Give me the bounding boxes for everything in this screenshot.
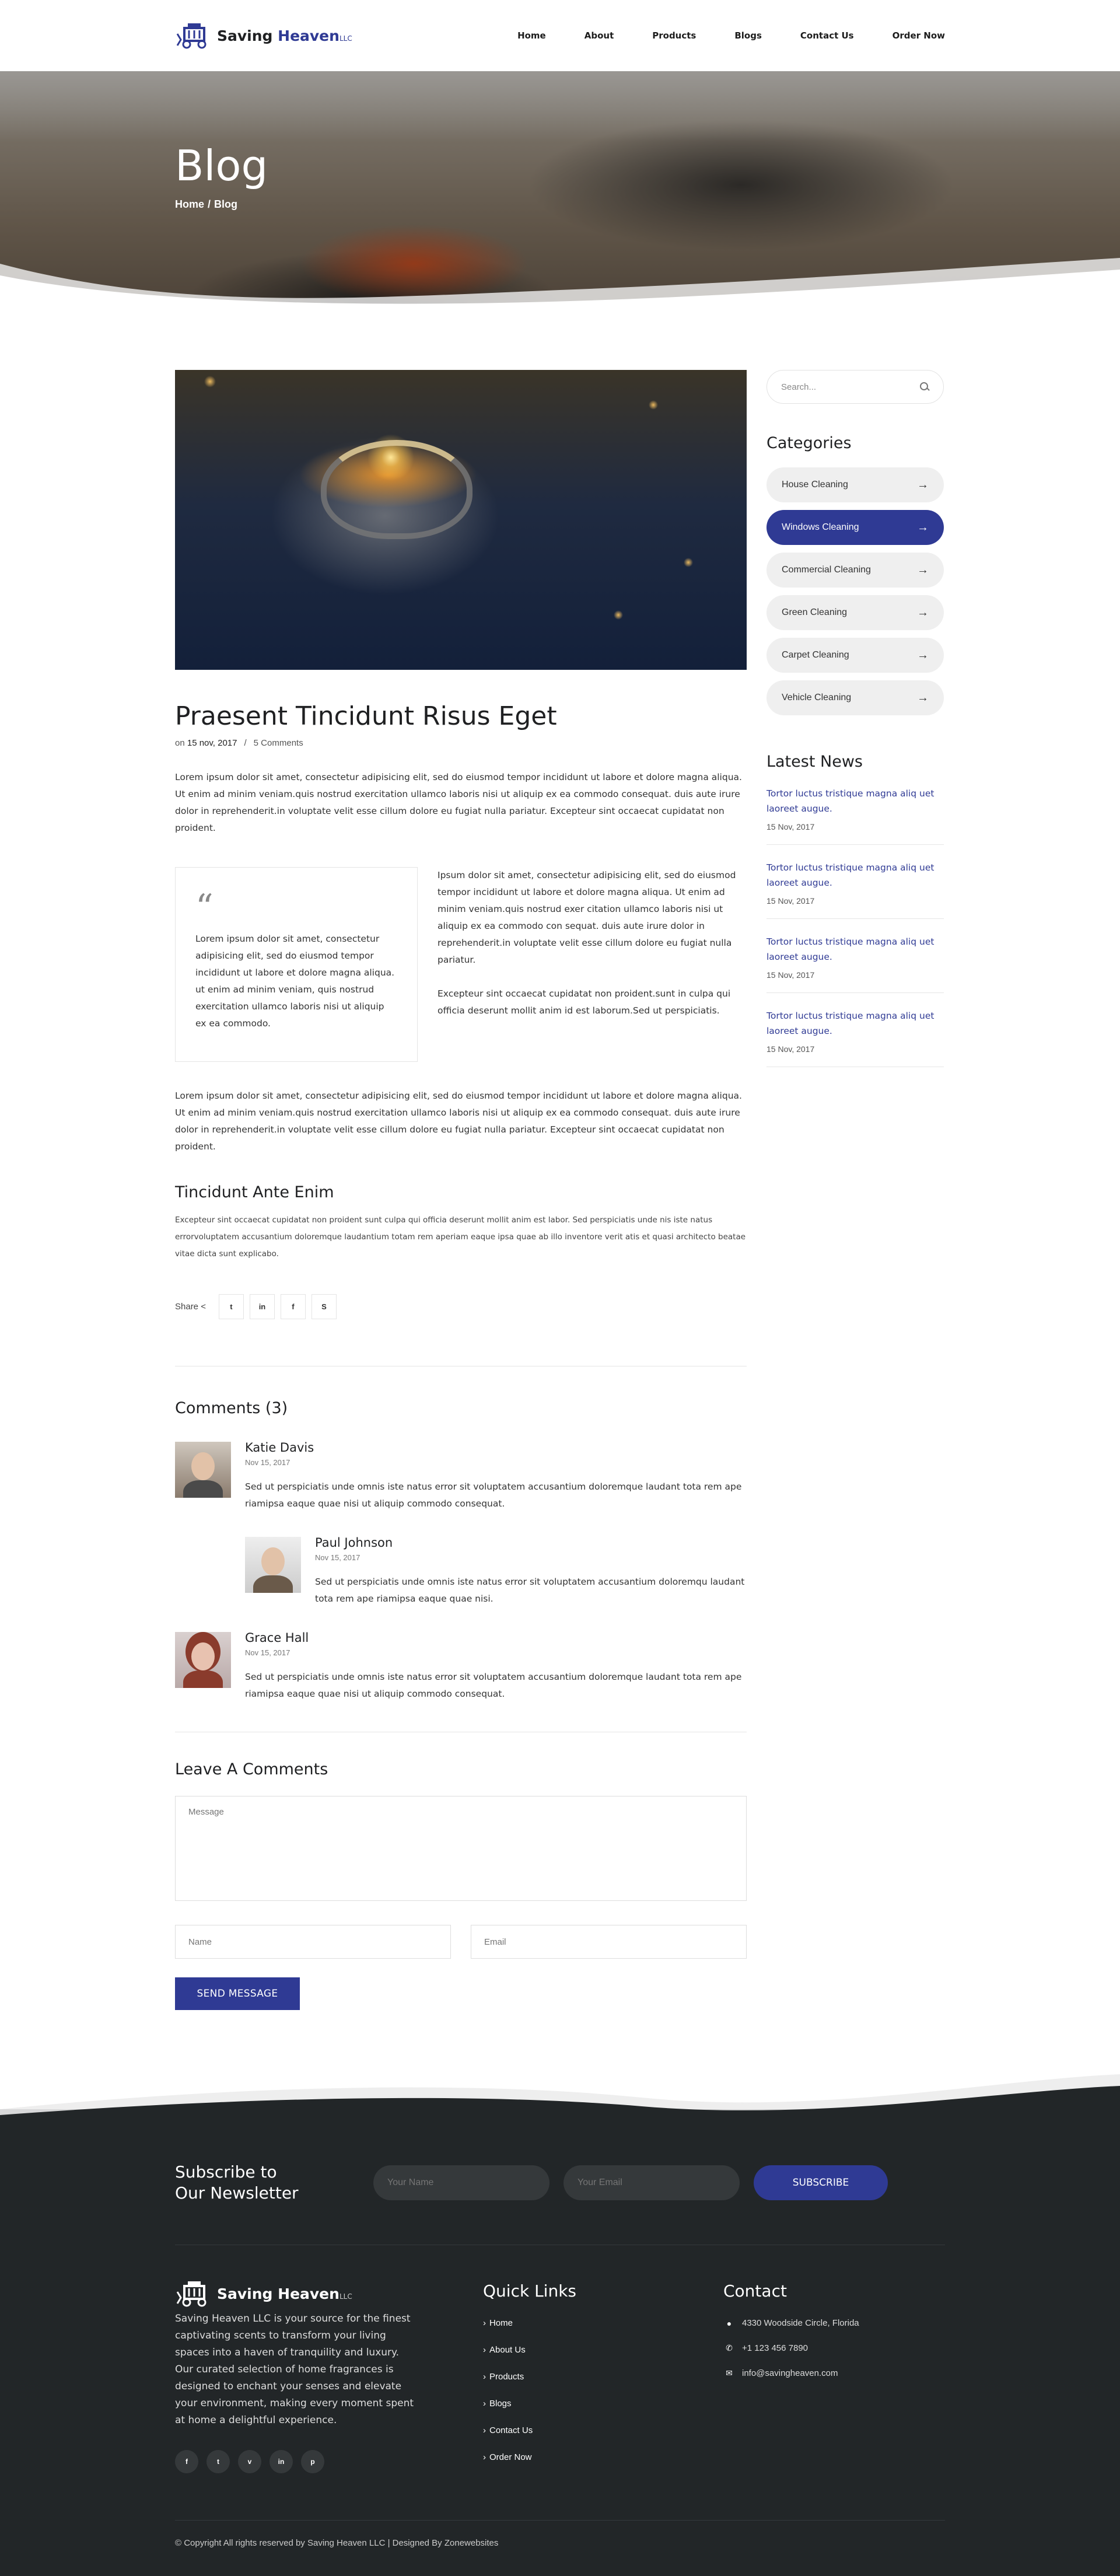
news-title[interactable]: Tortor luctus tristique magna aliq uet laoreet augue.	[766, 862, 935, 888]
post-paragraph: Lorem ipsum dolor sit amet, consectetur adipisicing elit, sed do eiusmod tempor incididunt ut labore et dolore magna aliqua. Ut enim ad minim veniam.quis nostrud exercitation ullamco laboris nisi ut aliquip ex ea commodo consequat. duis aute irure dolor in reprehenderit.in voluptate velit esse cillum dolore eu fugiat nulla pariatur. Excepteur sint occaecat cupidatat non proident.	[175, 772, 742, 833]
comment-text: Sed ut perspiciatis unde omnis iste natus error sit voluptatem accusantium doloremqu laudant tota rem ape riamipsa eaque quae nisi.	[315, 1577, 745, 1604]
comment-date: Nov 15, 2017	[245, 1458, 290, 1467]
nav-products[interactable]: Products	[652, 30, 696, 41]
featured-image	[175, 370, 747, 670]
phone-icon: ✆	[726, 2343, 733, 2353]
comment-author: Katie Davis	[245, 1441, 314, 1455]
nav-contact[interactable]: Contact Us	[800, 30, 854, 41]
contact-email[interactable]: ✉ info@savingheaven.com	[723, 2368, 945, 2378]
quick-link[interactable]: › Home	[483, 2318, 513, 2328]
latest-news-title: Latest News	[766, 753, 863, 771]
comments-title: Comments (3)	[175, 1399, 288, 1417]
arrow-right-icon: →	[917, 520, 929, 534]
quote-section	[175, 867, 747, 1062]
post-title: Praesent Tincidunt Risus Eget	[175, 701, 557, 731]
breadcrumb-home[interactable]: Home	[175, 198, 205, 210]
comment-text: Sed ut perspiciatis unde omnis iste natus error sit voluptatem accusantium doloremque laudant tota rem ape riamipsa eaque quae nisi ut aliquip commodo consequat.	[245, 1481, 742, 1509]
footer-logo[interactable]	[175, 2280, 483, 2307]
arrow-right-icon: →	[917, 478, 929, 491]
category-item[interactable]: Carpet Cleaning →	[766, 638, 944, 673]
comment-text: Sed ut perspiciatis unde omnis iste natus error sit voluptatem accusantium doloremque laudant tota rem ape riamipsa eaque quae nisi ut aliquip commodo consequat.	[245, 1672, 742, 1699]
arrow-right-icon: →	[917, 606, 929, 619]
share-bar	[175, 1294, 747, 1366]
footer-about	[175, 2280, 483, 2479]
page-title: Blog	[175, 141, 268, 190]
footer-about-text: Saving Heaven LLC is your source for the finest captivating scents to transform your living spaces into a haven of tranquility and luxury. Our curated selection of home fragrances is designed to enchant your senses and elevate your environment, making every moment spent at home a delightful experience.	[175, 2313, 414, 2426]
news-date: 15 Nov, 2017	[766, 896, 815, 906]
chevron-right-icon: ›	[483, 2452, 486, 2462]
news-item[interactable]	[766, 993, 944, 1067]
brand-name: Saving HeavenLLC	[217, 2285, 352, 2302]
nav-blogs[interactable]: Blogs	[734, 30, 762, 41]
vimeo-icon[interactable]: v	[238, 2450, 261, 2473]
contact-title: Contact	[723, 2281, 787, 2301]
news-list	[766, 771, 944, 1067]
contact-address: ● 4330 Woodside Circle, Florida	[723, 2318, 945, 2328]
comment-form-title: Leave A Comments	[175, 1760, 328, 1778]
category-item[interactable]: Commercial Cleaning →	[766, 553, 944, 588]
quick-link[interactable]: › Order Now	[483, 2452, 532, 2462]
quick-links-title: Quick Links	[483, 2281, 577, 2301]
quick-links-list	[483, 2318, 723, 2462]
news-title[interactable]: Tortor luctus tristique magna aliq uet laoreet augue.	[766, 788, 935, 814]
side-paragraph: Ipsum dolor sit amet, consectetur adipisicing elit, sed do eiusmod tempor incididunt ut labore et dolore magna aliqua. Ut enim ad minim veniam.quis nostrud exer citation ullamco laboris nisi ut aliquip ex ea commodo con sequat. duis aute irure dolor in reprehenderit.in voluptate velit esse cillum dolore eu fugiat nulla pariatur.	[438, 870, 736, 965]
post-date: 15 nov, 2017	[187, 738, 237, 748]
category-item-active[interactable]: Windows Cleaning →	[766, 510, 944, 545]
meta-separator: /	[244, 738, 247, 748]
breadcrumb	[175, 198, 945, 211]
facebook-icon[interactable]: f	[175, 2450, 198, 2473]
quick-link[interactable]: › Blogs	[483, 2399, 512, 2409]
social-links	[175, 2450, 483, 2473]
post-comment-count[interactable]: 5 Comments	[253, 738, 303, 748]
linkedin-icon[interactable]: in	[270, 2450, 293, 2473]
avatar	[175, 1442, 231, 1498]
sidebar	[766, 370, 944, 2010]
pinterest-icon[interactable]: p	[301, 2450, 324, 2473]
footer-wave	[0, 2074, 1120, 2121]
post-small-paragraph: Excepteur sint occaecat cupidatat non proident sunt culpa qui officia deserunt mollit anim est labor. Sed perspiciatis unde nis iste natus errorvoluptatem accusantium doloremque laudantium totam rem aperiam eaque ipsa quae ab illo inventore verit atis et quasi architecto beatae vitae dicta sunt explicabo.	[175, 1215, 746, 1259]
location-icon: ●	[726, 2318, 732, 2328]
name-field[interactable]	[175, 1925, 451, 1959]
comment	[175, 1442, 747, 1512]
quote-text: Lorem ipsum dolor sit amet, consectetur adipisicing elit, sed do eiusmod tempor incididunt ut labore et dolore magna aliqua. ut enim ad minim veniam, quis nostrud exercitation ullamco laboris nisi ut aliquip ex ea commodo.	[195, 934, 395, 1029]
twitter-icon[interactable]: t	[206, 2450, 230, 2473]
chevron-right-icon: ›	[483, 2372, 486, 2382]
newsletter-name-input[interactable]	[373, 2165, 550, 2200]
page-hero	[0, 71, 1120, 305]
email-field[interactable]	[471, 1925, 747, 1959]
comment-form-fields	[175, 1925, 747, 1959]
site-header	[0, 0, 1120, 71]
comment-date: Nov 15, 2017	[315, 1553, 360, 1562]
news-title[interactable]: Tortor luctus tristique magna aliq uet laoreet augue.	[766, 1011, 935, 1036]
quick-link[interactable]: › Products	[483, 2372, 524, 2382]
newsletter-title: Subscribe to Our Newsletter	[175, 2162, 299, 2203]
comment-date: Nov 15, 2017	[245, 1648, 290, 1657]
news-date: 15 Nov, 2017	[766, 822, 815, 831]
category-item[interactable]: Vehicle Cleaning →	[766, 680, 944, 715]
quick-link[interactable]: › About Us	[483, 2345, 526, 2355]
facebook-icon[interactable]: f	[281, 1294, 306, 1319]
arrow-right-icon: →	[917, 648, 929, 662]
subscribe-button[interactable]: SUBSCRIBE	[754, 2165, 888, 2200]
site-footer	[0, 2109, 1120, 2576]
share-label: Share <	[175, 1302, 206, 1312]
brand-name: Saving HeavenLLC	[217, 27, 352, 44]
chevron-right-icon: ›	[483, 2318, 486, 2328]
comment-author: Grace Hall	[245, 1631, 309, 1645]
twitter-icon[interactable]: t	[219, 1294, 244, 1319]
news-item[interactable]	[766, 771, 944, 845]
footer-columns	[175, 2245, 945, 2521]
skype-icon[interactable]: S	[312, 1294, 337, 1319]
nav-home[interactable]: Home	[517, 30, 546, 41]
side-paragraph: Excepteur sint occaecat cupidatat non proident.sunt in culpa qui officia deserunt mollit anim id est laborum.Sed ut perspiciatis.	[438, 988, 731, 1016]
search-placeholder: Search...	[781, 382, 817, 392]
comment-author: Paul Johnson	[315, 1536, 393, 1550]
chevron-right-icon: ›	[483, 2425, 486, 2435]
arrow-right-icon: →	[917, 563, 929, 576]
nav-order-now[interactable]: Order Now	[892, 30, 945, 41]
news-item[interactable]	[766, 919, 944, 993]
main-nav	[517, 30, 945, 41]
avatar	[175, 1632, 231, 1688]
quote-side-text	[438, 867, 747, 1062]
newsletter	[175, 2162, 945, 2245]
footer-quick-links	[483, 2280, 723, 2479]
chevron-right-icon: ›	[483, 2399, 486, 2409]
nav-about[interactable]: About	[584, 30, 614, 41]
comment	[175, 1632, 747, 1703]
contact-phone[interactable]: ✆ +1 123 456 7890	[723, 2343, 945, 2353]
avatar	[245, 1537, 301, 1593]
blockquote	[175, 867, 418, 1062]
logo-icon	[175, 2280, 211, 2307]
news-date: 15 Nov, 2017	[766, 1044, 815, 1054]
blog-post	[175, 370, 747, 2010]
news-item[interactable]	[766, 845, 944, 919]
search-icon[interactable]	[920, 382, 929, 392]
arrow-right-icon: →	[917, 691, 929, 704]
logo-icon	[175, 22, 211, 49]
logo[interactable]	[175, 22, 352, 49]
comment-reply	[245, 1537, 747, 1607]
send-message-button[interactable]: SEND MESSAGE	[175, 1977, 300, 2010]
chevron-right-icon: ›	[483, 2345, 486, 2355]
news-title[interactable]: Tortor luctus tristique magna aliq uet laoreet augue.	[766, 936, 935, 962]
footer-contact	[723, 2280, 945, 2479]
message-field[interactable]	[175, 1796, 747, 1901]
search-input[interactable]	[766, 370, 944, 404]
main-area	[175, 305, 945, 2109]
breadcrumb-separator: /	[208, 198, 211, 210]
copyright: © Copyright All rights reserved by Saving Heaven LLC | Designed By Zonewebsites	[175, 2538, 499, 2548]
post-subtitle: Tincidunt Ante Enim	[175, 1183, 334, 1201]
hero-wave	[0, 235, 1120, 305]
post-paragraph: Lorem ipsum dolor sit amet, consectetur adipisicing elit, sed do eiusmod tempor incididunt ut labore et dolore magna aliqua. Ut enim ad minim veniam.quis nostrud exercitation ullamco laboris nisi ut aliquip ex ea commodo consequat. duis aute irure dolor in reprehenderit.in voluptate velit esse cillum dolore eu fugiat nulla pariatur. Excepteur sint occaecat cupidatat non proident.	[175, 1090, 742, 1152]
category-item[interactable]: Green Cleaning →	[766, 595, 944, 630]
quick-link[interactable]: › Contact Us	[483, 2425, 533, 2435]
categories-title: Categories	[766, 434, 852, 452]
share-icon: <	[201, 1302, 206, 1312]
post-meta	[175, 738, 747, 748]
mail-icon: ✉	[726, 2368, 733, 2378]
news-date: 15 Nov, 2017	[766, 970, 815, 980]
category-item[interactable]: House Cleaning →	[766, 467, 944, 502]
newsletter-email-input[interactable]	[564, 2165, 740, 2200]
category-list	[766, 467, 944, 715]
meta-on-label: on	[175, 738, 187, 748]
quote-icon: “	[195, 887, 214, 928]
linkedin-icon[interactable]: in	[250, 1294, 275, 1319]
breadcrumb-current: Blog	[214, 198, 238, 210]
